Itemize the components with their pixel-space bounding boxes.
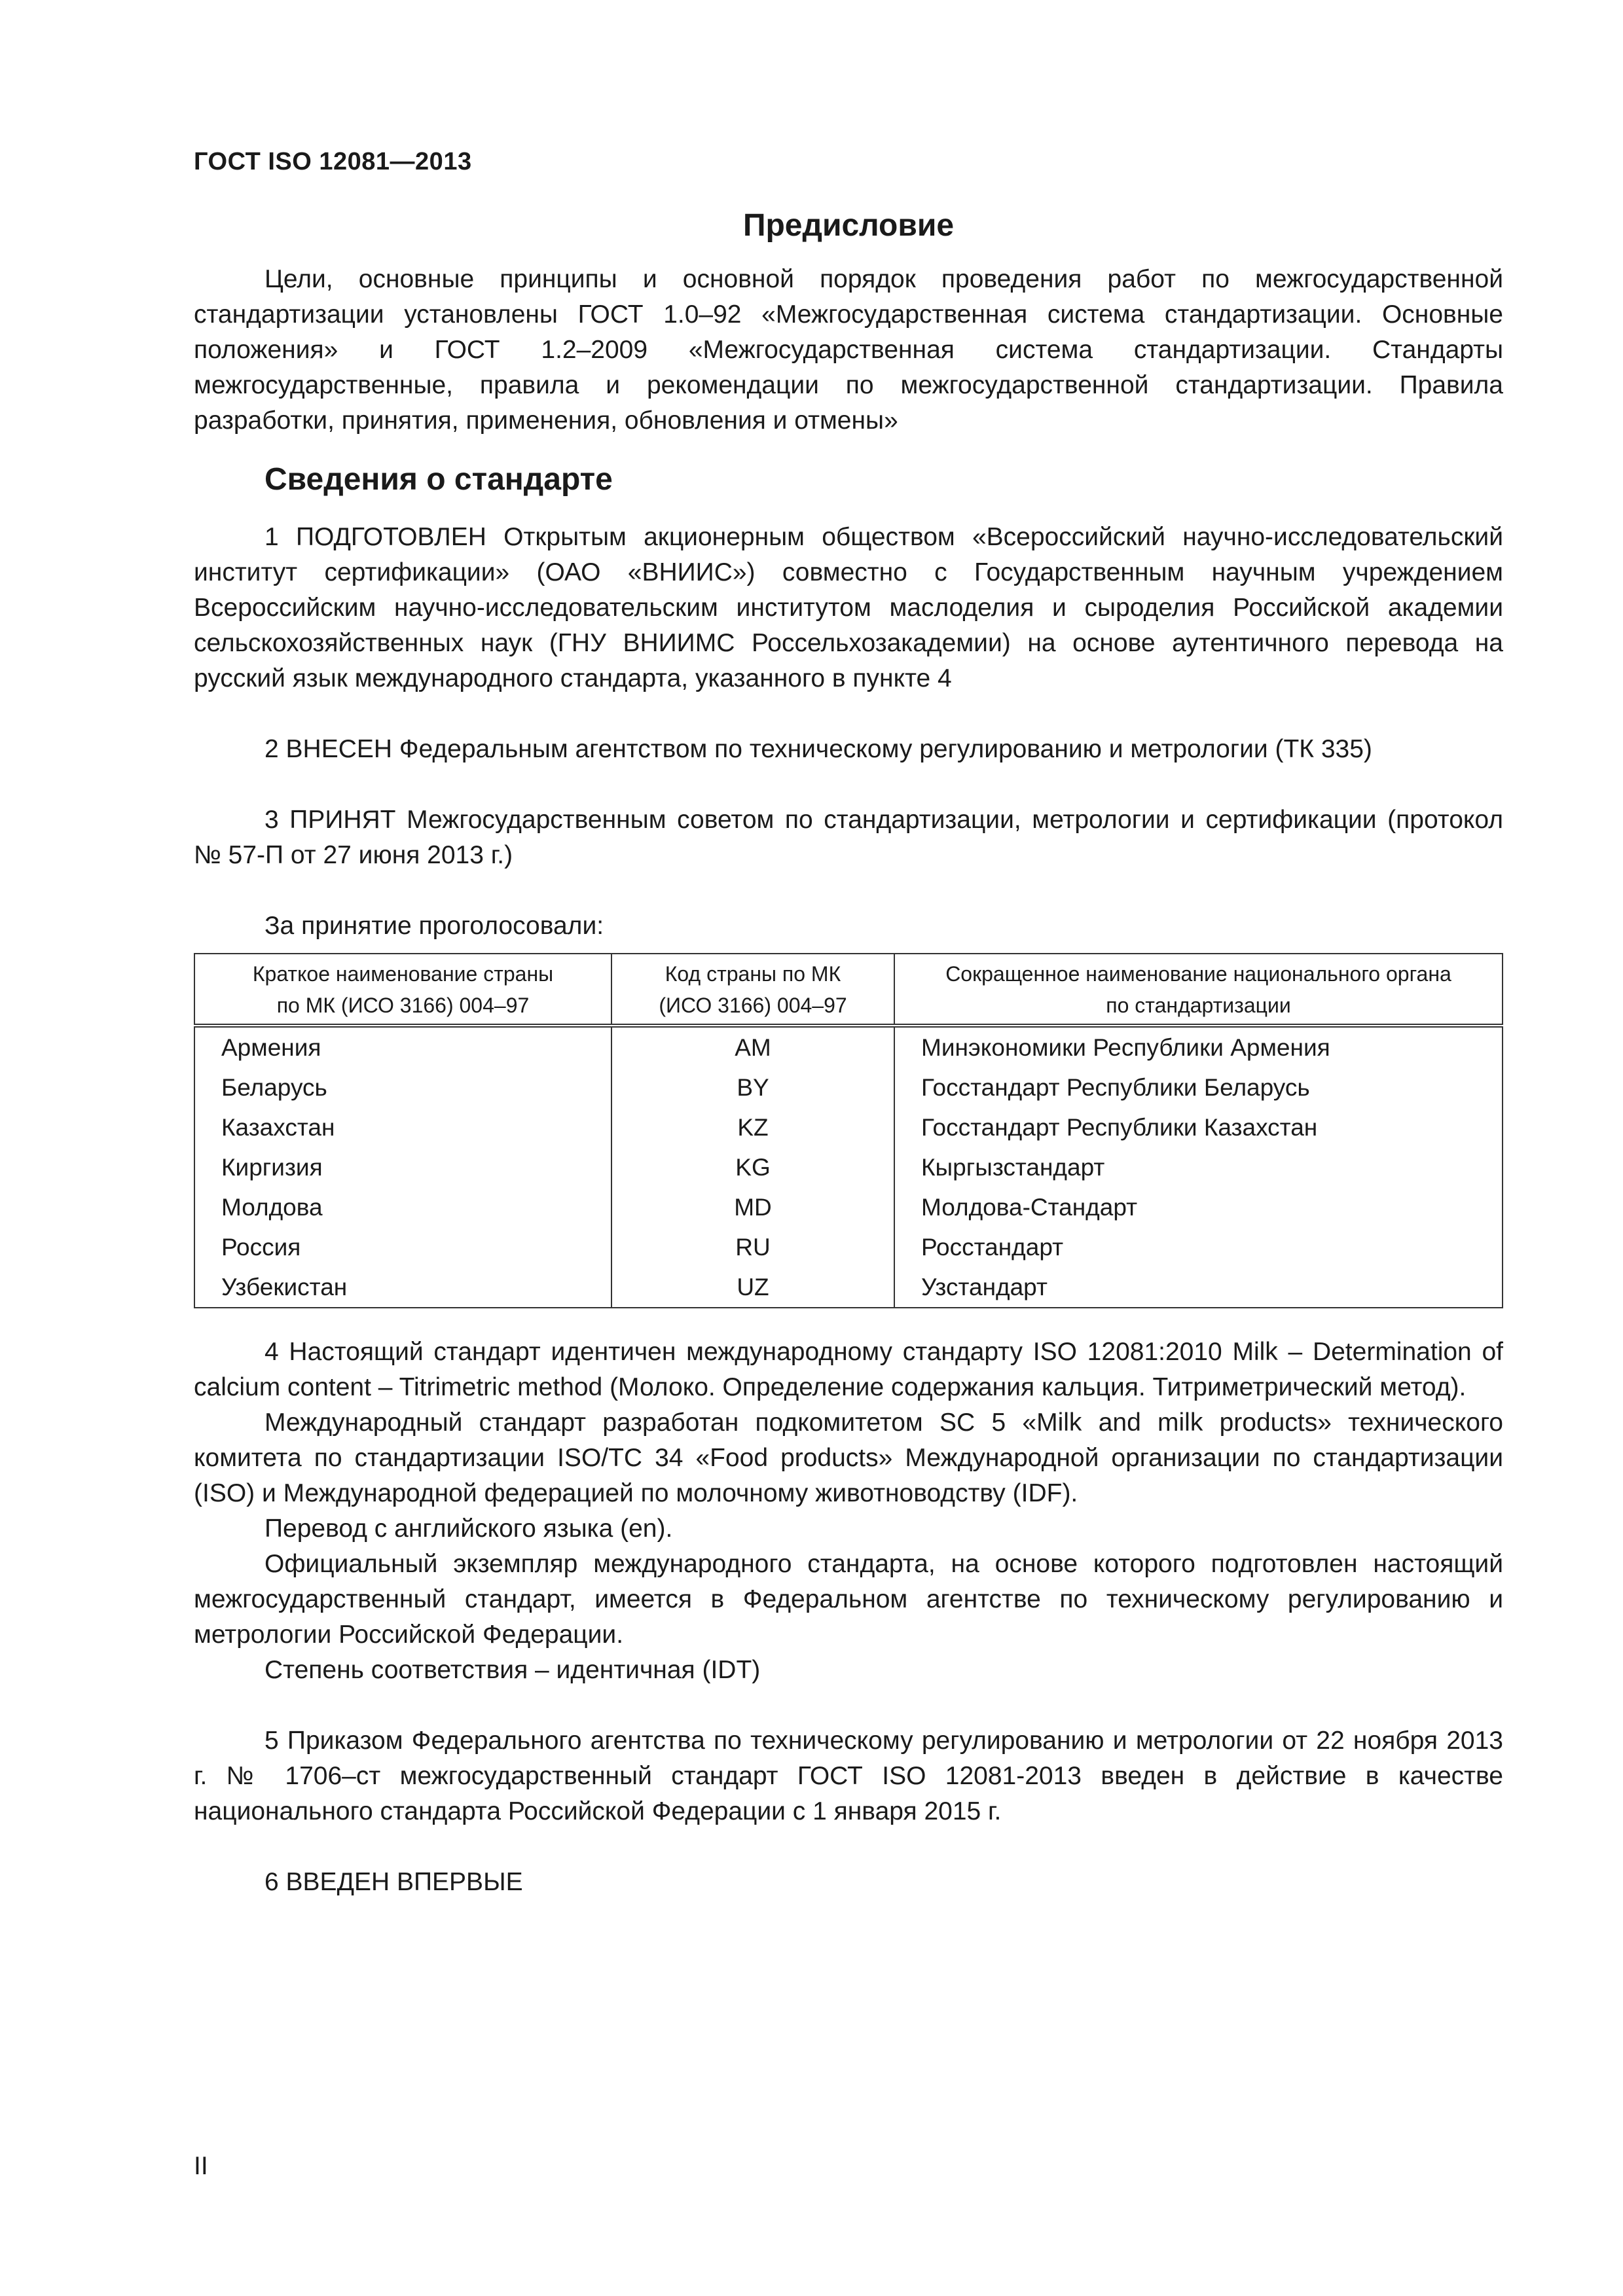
header-country xyxy=(194,954,611,1026)
table-row xyxy=(194,1147,1503,1187)
table-header-row xyxy=(194,954,1503,1026)
header-body xyxy=(894,954,1503,1026)
voting-table xyxy=(194,953,1503,1308)
page-number: II xyxy=(194,2152,208,2180)
document-body xyxy=(194,203,1503,1900)
cell-code: BY xyxy=(611,1067,894,1107)
header-country-line2: по МК (ИСО 3166) 004–97 xyxy=(276,994,530,1017)
cell-body: Кыргызстандарт xyxy=(894,1147,1503,1187)
item-4-p1: 4 Настоящий стандарт идентичен международному стандарту ISO 12081:2010 Milk – Determination of calcium content – Titrimetric method (Молоко. Определение содержания кальция. Титриметрический метод). xyxy=(194,1338,1503,1401)
header-code-line2: (ИСО 3166) 004–97 xyxy=(659,994,847,1017)
info-title: Сведения о стандарте xyxy=(264,462,613,497)
table-row xyxy=(194,1187,1503,1227)
cell-code: RU xyxy=(611,1227,894,1267)
cell-country: Армения xyxy=(194,1026,611,1067)
cell-country: Киргизия xyxy=(194,1147,611,1187)
cell-country: Узбекистан xyxy=(194,1267,611,1308)
table-row xyxy=(194,1107,1503,1147)
cell-body: Госстандарт Республики Беларусь xyxy=(894,1067,1503,1107)
preface-text: Цели, основные принципы и основной порядок проведения работ по межгосударственной стандартизации установлены ГОСТ 1.0–92 «Межгосударственная система стандартизации. Основные положения» и ГОСТ 1.2–2009 «Межгосударственная система стандартизации. Стандарты межгосударственные, правила и рекомендации по межгосударственной стандартизации. Правила разработки, принятия, применения, обновления и отмены» xyxy=(194,265,1503,435)
cell-code: KZ xyxy=(611,1107,894,1147)
cell-body: Росстандарт xyxy=(894,1227,1503,1267)
item-4-p2: Международный стандарт разработан подкомитетом SC 5 «Milk and milk products» технического комитета по стандартизации ISO/TC 34 «Food products» Международной организации по стандартизации (ISO) и Международной федерацией по молочному животноводству (IDF). xyxy=(194,1408,1503,1507)
cell-code: UZ xyxy=(611,1267,894,1308)
item-4-p5: Степень соответствия – идентичная (IDT) xyxy=(264,1656,761,1684)
header-code xyxy=(611,954,894,1026)
cell-country: Беларусь xyxy=(194,1067,611,1107)
preface-title: Предисловие xyxy=(742,208,955,243)
header-country-line1: Краткое наименование страны xyxy=(252,962,554,986)
cell-body: Молдова-Стандарт xyxy=(894,1187,1503,1227)
document-header: ГОСТ ISO 12081—2013 xyxy=(194,148,472,175)
cell-body: Узстандарт xyxy=(894,1267,1503,1308)
item-3: 3 ПРИНЯТ Межгосударственным советом по стандартизации, метрологии и сертификации (протокол № 57-П от 27 июня 2013 г.) xyxy=(194,806,1503,869)
cell-code: AM xyxy=(611,1026,894,1067)
cell-country: Россия xyxy=(194,1227,611,1267)
item-6: 6 ВВЕДЕН ВПЕРВЫЕ xyxy=(264,1868,523,1896)
vote-intro: За принятие проголосовали: xyxy=(264,912,604,940)
header-code-line1: Код страны по МК xyxy=(665,962,841,986)
header-body-line1: Сокращенное наименование национального органа xyxy=(945,962,1451,986)
table-row xyxy=(194,1067,1503,1107)
item-4-p4: Официальный экземпляр международного стандарта, на основе которого подготовлен настоящий межгосударственный стандарт, имеется в Федеральном агентстве по техническому регулированию и метрологии Российской Федерации. xyxy=(194,1550,1503,1649)
table-row xyxy=(194,1026,1503,1067)
cell-country: Молдова xyxy=(194,1187,611,1227)
item-4-p3: Перевод с английского языка (en). xyxy=(264,1515,673,1543)
item-2: 2 ВНЕСЕН Федеральным агентством по техническому регулированию и метрологии (ТК 335) xyxy=(264,735,1372,763)
cell-body: Минэкономики Республики Армения xyxy=(894,1026,1503,1067)
cell-code: MD xyxy=(611,1187,894,1227)
cell-body: Госстандарт Республики Казахстан xyxy=(894,1107,1503,1147)
cell-code: KG xyxy=(611,1147,894,1187)
header-body-line2: по стандартизации xyxy=(1106,994,1291,1017)
table-row xyxy=(194,1227,1503,1267)
table-row xyxy=(194,1267,1503,1308)
item-1: 1 ПОДГОТОВЛЕН Открытым акционерным обществом «Всероссийский научно-исследовательский институт сертификации» (ОАО «ВНИИС») совместно с Государственным научным учреждением Всероссийским научно-исследовательским институтом маслоделия и сыроделия Российской академии сельскохозяйственных наук (ГНУ ВНИИМС Россельхозакадемии) на основе аутентичного перевода на русский язык международного стандарта, указанного в пункте 4 xyxy=(194,523,1503,692)
cell-country: Казахстан xyxy=(194,1107,611,1147)
item-5: 5 Приказом Федерального агентства по техническому регулированию и метрологии от 22 ноября 2013 г. № 1706–ст межгосударственный стандарт ГОСТ ISO 12081-2013 введен в действие в качестве национального стандарта Российской Федерации с 1 января 2015 г. xyxy=(194,1727,1503,1825)
